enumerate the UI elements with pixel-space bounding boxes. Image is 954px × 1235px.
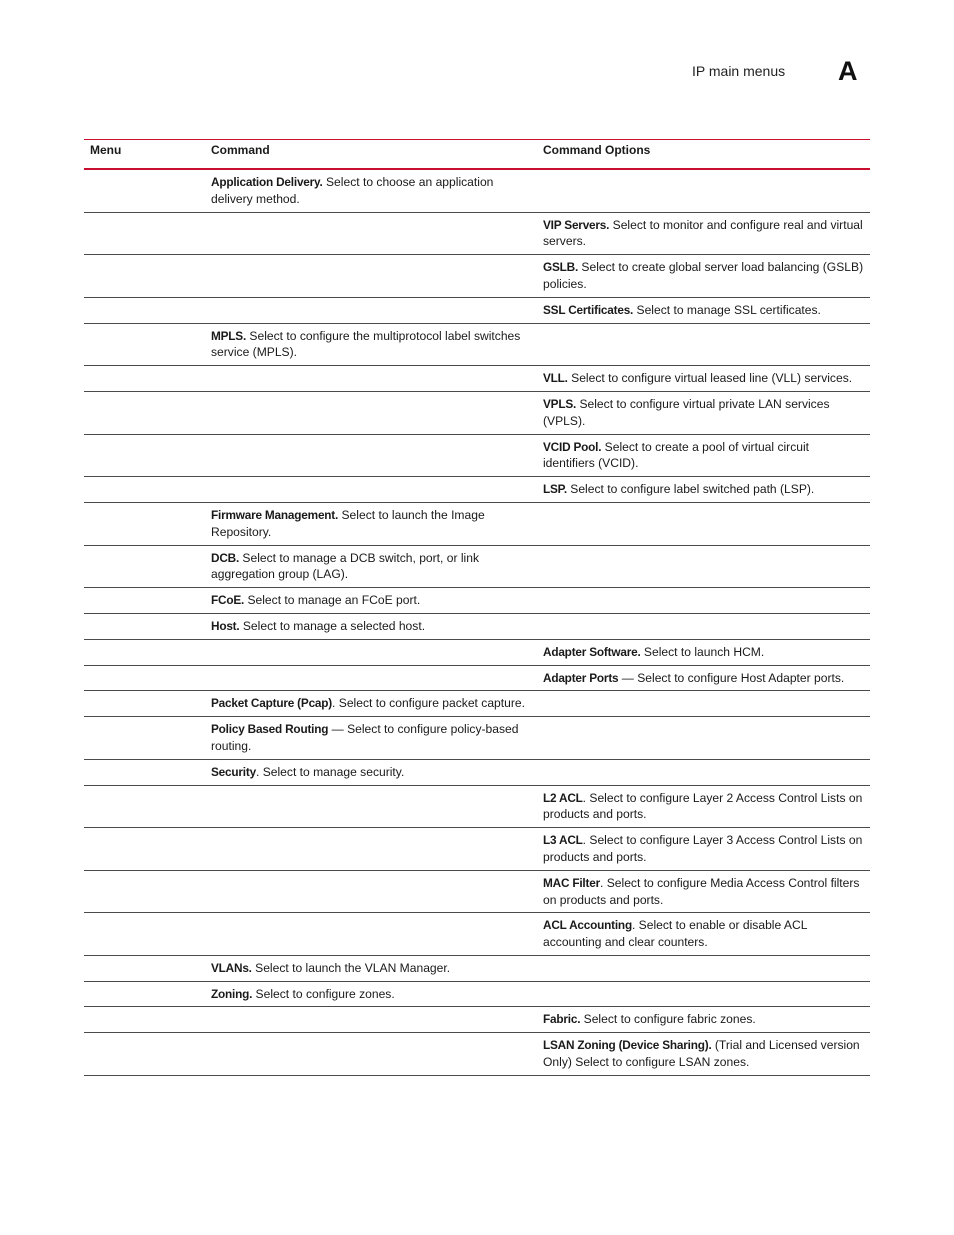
option-term: L3 ACL <box>543 833 583 848</box>
column-header-command-options: Command Options <box>543 143 651 157</box>
command-cell <box>205 169 537 212</box>
option-term: Fabric. <box>543 1012 581 1027</box>
command-term: Host. <box>211 618 240 633</box>
menu-cell <box>84 691 205 717</box>
menu-cell <box>84 1033 205 1076</box>
table-row <box>84 502 870 545</box>
command-term: Packet Capture (Pcap) <box>211 696 333 711</box>
table-row <box>84 665 870 691</box>
command-cell <box>205 1033 537 1076</box>
option-term: VPLS. <box>543 396 577 411</box>
command-cell <box>205 502 537 545</box>
table-row <box>84 366 870 392</box>
command-cell <box>205 588 537 614</box>
command-cell <box>205 870 537 913</box>
menu-cell <box>84 717 205 760</box>
menu-cell <box>84 169 205 212</box>
table-row <box>84 955 870 981</box>
menu-cell <box>84 1007 205 1033</box>
command-term: Zoning. <box>211 986 253 1001</box>
command-description: Select to manage an FCoE port. <box>244 593 421 608</box>
table-header-row <box>84 140 870 170</box>
menu-cell <box>84 391 205 434</box>
option-term: L2 ACL <box>543 790 583 805</box>
menu-cell <box>84 828 205 871</box>
table-row <box>84 691 870 717</box>
table-row <box>84 785 870 828</box>
command-cell <box>205 255 537 298</box>
menu-cell <box>84 588 205 614</box>
command-description: Select to configure the multiprotocol label switches service (MPLS). <box>211 328 521 360</box>
command-option-cell <box>537 785 870 828</box>
menu-cell <box>84 323 205 366</box>
option-term: Adapter Ports <box>543 670 619 685</box>
command-description: Select to manage a DCB switch, port, or link aggregation group (LAG). <box>211 550 480 582</box>
command-description: . Select to configure packet capture. <box>332 696 525 711</box>
option-description: Select to configure label switched path (LSP). <box>566 482 815 497</box>
command-term: Security <box>211 764 256 779</box>
menu-cell <box>84 955 205 981</box>
menu-cell <box>84 785 205 828</box>
command-option-cell <box>537 1007 870 1033</box>
command-cell <box>205 759 537 785</box>
command-term: DCB. <box>211 550 240 565</box>
command-cell <box>205 613 537 639</box>
option-description: Select to launch HCM. <box>640 644 765 659</box>
table-row <box>84 297 870 323</box>
command-option-cell <box>537 613 870 639</box>
menu-cell <box>84 502 205 545</box>
option-description: . Select to configure Layer 2 Access Control Lists on products and ports. <box>543 790 863 822</box>
command-description: Select to configure zones. <box>252 986 395 1001</box>
section-title: IP main menus <box>692 63 786 79</box>
command-cell <box>205 691 537 717</box>
command-cell <box>205 477 537 503</box>
table-row <box>84 613 870 639</box>
option-term: SSL Certificates. <box>543 302 634 317</box>
command-description: Select to manage a selected host. <box>239 618 426 633</box>
table-row <box>84 1033 870 1076</box>
table-row <box>84 391 870 434</box>
command-description: Select to launch the VLAN Manager. <box>251 960 451 975</box>
option-term: LSP. <box>543 482 567 497</box>
menu-cell <box>84 639 205 665</box>
table-row <box>84 717 870 760</box>
menu-cell <box>84 759 205 785</box>
command-option-cell <box>537 255 870 298</box>
command-option-cell <box>537 691 870 717</box>
command-cell <box>205 391 537 434</box>
option-description: Select to manage SSL certificates. <box>633 302 821 317</box>
command-cell <box>205 717 537 760</box>
command-option-cell <box>537 1033 870 1076</box>
menu-cell <box>84 913 205 956</box>
table-row <box>84 169 870 212</box>
option-term: ACL Accounting <box>543 918 632 933</box>
command-cell <box>205 212 537 255</box>
command-option-cell <box>537 759 870 785</box>
command-cell <box>205 785 537 828</box>
table-row <box>84 870 870 913</box>
command-description: — Select to configure policy-based routing. <box>211 722 519 753</box>
menu-cell <box>84 477 205 503</box>
column-header-command: Command <box>211 143 270 157</box>
command-option-cell <box>537 913 870 956</box>
command-option-cell <box>537 639 870 665</box>
command-option-cell <box>537 502 870 545</box>
command-cell <box>205 639 537 665</box>
option-description: Select to configure virtual leased line (VLL) services. <box>567 371 853 386</box>
option-description: . Select to configure Media Access Control filters on products and ports. <box>543 875 860 907</box>
command-cell <box>205 323 537 366</box>
table-row <box>84 759 870 785</box>
command-option-cell <box>537 297 870 323</box>
command-cell <box>205 913 537 956</box>
option-term: GSLB. <box>543 260 579 275</box>
command-cell <box>205 545 537 588</box>
command-term: MPLS. <box>211 328 247 343</box>
option-description: Select to configure fabric zones. <box>580 1012 756 1027</box>
command-cell <box>205 297 537 323</box>
table-row <box>84 323 870 366</box>
command-cell <box>205 366 537 392</box>
command-option-cell <box>537 434 870 477</box>
option-description: Select to monitor and configure real and virtual servers. <box>543 217 863 249</box>
command-cell <box>205 1007 537 1033</box>
table-row <box>84 255 870 298</box>
menu-cell <box>84 613 205 639</box>
table-row <box>84 639 870 665</box>
option-term: LSAN Zoning (Device Sharing). <box>543 1038 712 1053</box>
command-term: Policy Based Routing <box>211 722 329 737</box>
table-row <box>84 1007 870 1033</box>
command-term: FCoE. <box>211 593 245 608</box>
command-option-cell <box>537 545 870 588</box>
command-description: . Select to manage security. <box>255 764 405 779</box>
option-description: (Trial and Licensed version Only) Select to configure LSAN zones. <box>543 1038 860 1070</box>
table-row <box>84 434 870 477</box>
table-body <box>84 169 870 1075</box>
option-description: Select to create global server load balancing (GSLB) policies. <box>543 260 864 291</box>
command-option-cell <box>537 477 870 503</box>
command-cell <box>205 665 537 691</box>
option-term: VCID Pool. <box>543 439 602 454</box>
command-option-cell <box>537 169 870 212</box>
command-cell <box>205 955 537 981</box>
menu-cell <box>84 255 205 298</box>
table-row <box>84 913 870 956</box>
table-row <box>84 828 870 871</box>
command-description: Select to choose an application delivery method. <box>211 175 494 206</box>
option-term: MAC Filter <box>543 875 600 890</box>
option-term: VIP Servers. <box>543 217 610 232</box>
menu-commands-table <box>84 139 870 1076</box>
menu-cell <box>84 545 205 588</box>
table-row <box>84 477 870 503</box>
menu-cell <box>84 297 205 323</box>
menu-cell <box>84 870 205 913</box>
table-row <box>84 588 870 614</box>
command-option-cell <box>537 391 870 434</box>
option-description: Select to configure virtual private LAN services (VPLS). <box>543 396 830 428</box>
option-description: Select to create a pool of virtual circuit identifiers (VCID). <box>543 439 810 471</box>
command-option-cell <box>537 828 870 871</box>
table-row <box>84 212 870 255</box>
command-option-cell <box>537 665 870 691</box>
menu-cell <box>84 366 205 392</box>
command-option-cell <box>537 981 870 1007</box>
menu-cell <box>84 665 205 691</box>
menu-cell <box>84 434 205 477</box>
option-term: Adapter Software. <box>543 644 641 659</box>
command-cell <box>205 434 537 477</box>
command-option-cell <box>537 323 870 366</box>
command-term: VLANs. <box>211 960 252 975</box>
table-row <box>84 545 870 588</box>
command-term: Application Delivery. <box>211 175 323 189</box>
column-header-menu: Menu <box>90 143 122 157</box>
command-option-cell <box>537 212 870 255</box>
appendix-letter: A <box>838 56 858 86</box>
option-term: VLL. <box>543 371 568 386</box>
table-row <box>84 981 870 1007</box>
option-description: . Select to enable or disable ACL accounting and clear counters. <box>543 918 807 950</box>
command-option-cell <box>537 955 870 981</box>
option-description: — Select to configure Host Adapter ports. <box>618 670 845 685</box>
menu-cell <box>84 981 205 1007</box>
command-option-cell <box>537 717 870 760</box>
option-description: . Select to configure Layer 3 Access Control Lists on products and ports. <box>543 833 863 864</box>
command-term: Firmware Management. <box>211 507 339 522</box>
menu-cell <box>84 212 205 255</box>
command-option-cell <box>537 366 870 392</box>
command-cell <box>205 828 537 871</box>
command-cell <box>205 981 537 1007</box>
command-option-cell <box>537 870 870 913</box>
command-description: Select to launch the Image Repository. <box>211 507 485 539</box>
command-option-cell <box>537 588 870 614</box>
